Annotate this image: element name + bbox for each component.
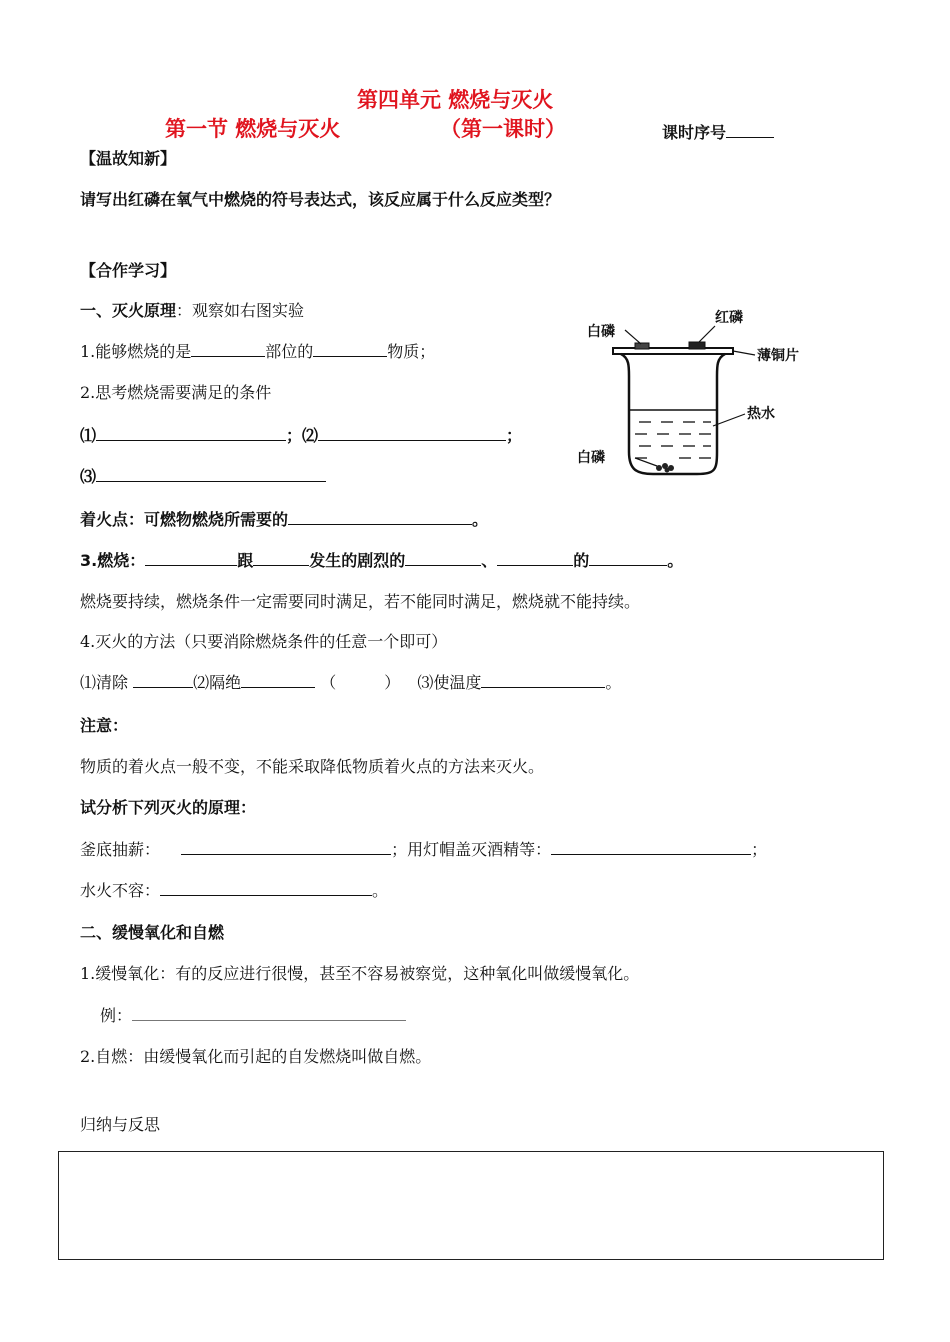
ignition-point <box>80 507 488 530</box>
note-heading: 注意： <box>80 716 129 735</box>
example-label: 例： <box>100 1006 133 1025</box>
analysis-2-end: ； <box>751 840 768 859</box>
question-2: 2.思考燃烧需要满足的条件 <box>80 383 272 402</box>
q1-blank-1[interactable] <box>191 340 265 357</box>
example-line <box>100 1003 406 1026</box>
lesson-number-blank[interactable] <box>726 121 774 138</box>
method-2-label: ⑵隔绝 <box>193 673 242 692</box>
white-phosphorus-bottom <box>656 463 674 473</box>
q1-part-a: 1.能够燃烧的是 <box>80 342 192 361</box>
summary-heading: 归纳与反思 <box>80 1115 161 1134</box>
part1-subtitle: ：观察如右图实验 <box>176 301 305 320</box>
experiment-figure <box>565 300 815 490</box>
part1-title: 一、灭火原理 <box>80 301 177 320</box>
method-2-paren: （ ） <box>320 673 401 692</box>
burn-blank-4[interactable] <box>497 549 573 566</box>
q1-part-c: 物质； <box>387 342 436 361</box>
red-phosphorus <box>689 342 705 349</box>
conditions-row-1 <box>80 423 522 446</box>
analysis-row-2 <box>80 878 388 901</box>
analysis-1-blank[interactable] <box>181 838 391 855</box>
analysis-2-blank[interactable] <box>551 838 751 855</box>
review-question: 请写出红磷在氧气中燃烧的符号表达式，该反应属于什么反应类型？ <box>80 190 561 209</box>
ignition-end: 。 <box>472 510 489 529</box>
burn-blank-5[interactable] <box>589 549 667 566</box>
analysis-3-label: 水火不容： <box>80 881 161 900</box>
q1-part-b: 部位的 <box>265 342 314 361</box>
note-text: 物质的着火点一般不变，不能采取降低物质着火点的方法来灭火。 <box>80 757 545 776</box>
sustain-statement: 燃烧要持续，燃烧条件一定需要同时满足，若不能同时满足，燃烧就不能持续。 <box>80 592 641 611</box>
condition-3-blank[interactable] <box>96 465 326 482</box>
review-heading: 【温故知新】 <box>80 149 177 168</box>
burn-part-b: 跟 <box>237 551 254 570</box>
conditions-row-2 <box>80 464 326 487</box>
analysis-2-label: 用灯帽盖灭酒精等： <box>407 840 552 859</box>
spontaneous-combustion: 2.自燃：由缓慢氧化而引起的自发燃烧叫做自燃。 <box>80 1047 432 1066</box>
part2-title: 二、缓慢氧化和自燃 <box>80 923 225 942</box>
coop-heading: 【合作学习】 <box>80 261 177 280</box>
condition-1-label: ⑴ <box>80 426 97 445</box>
example-blank[interactable] <box>132 1004 406 1021</box>
combustion-definition <box>80 548 683 571</box>
slow-oxidation: 1.缓慢氧化：有的反应进行很慢，甚至不容易被察觉，这种氧化叫做缓慢氧化。 <box>80 964 640 983</box>
method-2-blank[interactable] <box>241 671 315 688</box>
burn-part-a: 3.燃烧： <box>80 551 146 570</box>
copper-plate <box>613 348 733 354</box>
burn-part-d: 、 <box>481 551 498 570</box>
hot-water <box>635 422 711 458</box>
lesson-number-label <box>662 120 774 143</box>
white-phosphorus-top <box>635 343 649 349</box>
burn-end: 。 <box>667 551 684 570</box>
method-1-label: ⑴清除 <box>80 673 129 692</box>
ignition-text: 着火点：可燃物燃烧所需要的 <box>80 510 289 529</box>
method-3-blank[interactable] <box>481 671 605 688</box>
condition-1-blank[interactable] <box>96 424 286 441</box>
unit-title: 第四单元 燃烧与灭火 <box>357 88 554 112</box>
section-title: 第一节 燃烧与灭火 <box>165 117 341 141</box>
method-1-blank[interactable] <box>133 671 193 688</box>
condition-2-blank[interactable] <box>318 424 506 441</box>
ignition-blank[interactable] <box>288 508 472 525</box>
burn-blank-1[interactable] <box>145 549 237 566</box>
condition-2-end: ； <box>506 426 523 445</box>
analyze-heading: 试分析下列灭火的原理： <box>80 798 257 817</box>
condition-2-label: ；⑵ <box>286 426 319 445</box>
part1-title-line <box>80 298 304 321</box>
extinguish-methods <box>80 670 621 693</box>
burn-part-c: 发生的剧烈的 <box>309 551 406 570</box>
question-1 <box>80 339 435 362</box>
burn-blank-3[interactable] <box>405 549 481 566</box>
label-red-phosphorus: 红磷 <box>715 310 743 326</box>
analysis-3-blank[interactable] <box>160 879 372 896</box>
summary-box[interactable] <box>58 1151 884 1260</box>
label-copper-plate: 薄铜片 <box>757 348 799 364</box>
lesson-number-text: 课时序号 <box>662 123 727 142</box>
extinguish-methods-title: 4.灭火的方法（只要消除燃烧条件的任意一个即可） <box>80 632 448 651</box>
q1-blank-2[interactable] <box>313 340 387 357</box>
condition-3-label: ⑶ <box>80 467 97 486</box>
method-3-label: ⑶使温度 <box>417 673 482 692</box>
method-3-end: 。 <box>605 673 622 692</box>
label-white-phosphorus-bottom: 白磷 <box>577 450 605 466</box>
analysis-3-end: 。 <box>372 881 389 900</box>
beaker <box>621 354 725 474</box>
analysis-1-label: 釜底抽薪： <box>80 840 161 859</box>
lesson-tag: （第一课时） <box>440 117 566 141</box>
label-hot-water: 热水 <box>747 406 775 422</box>
label-white-phosphorus-top: 白磷 <box>587 324 615 340</box>
analysis-row-1 <box>80 837 767 860</box>
burn-part-e: 的 <box>573 551 590 570</box>
analysis-1-end: ； <box>391 840 408 859</box>
burn-blank-2[interactable] <box>253 549 309 566</box>
